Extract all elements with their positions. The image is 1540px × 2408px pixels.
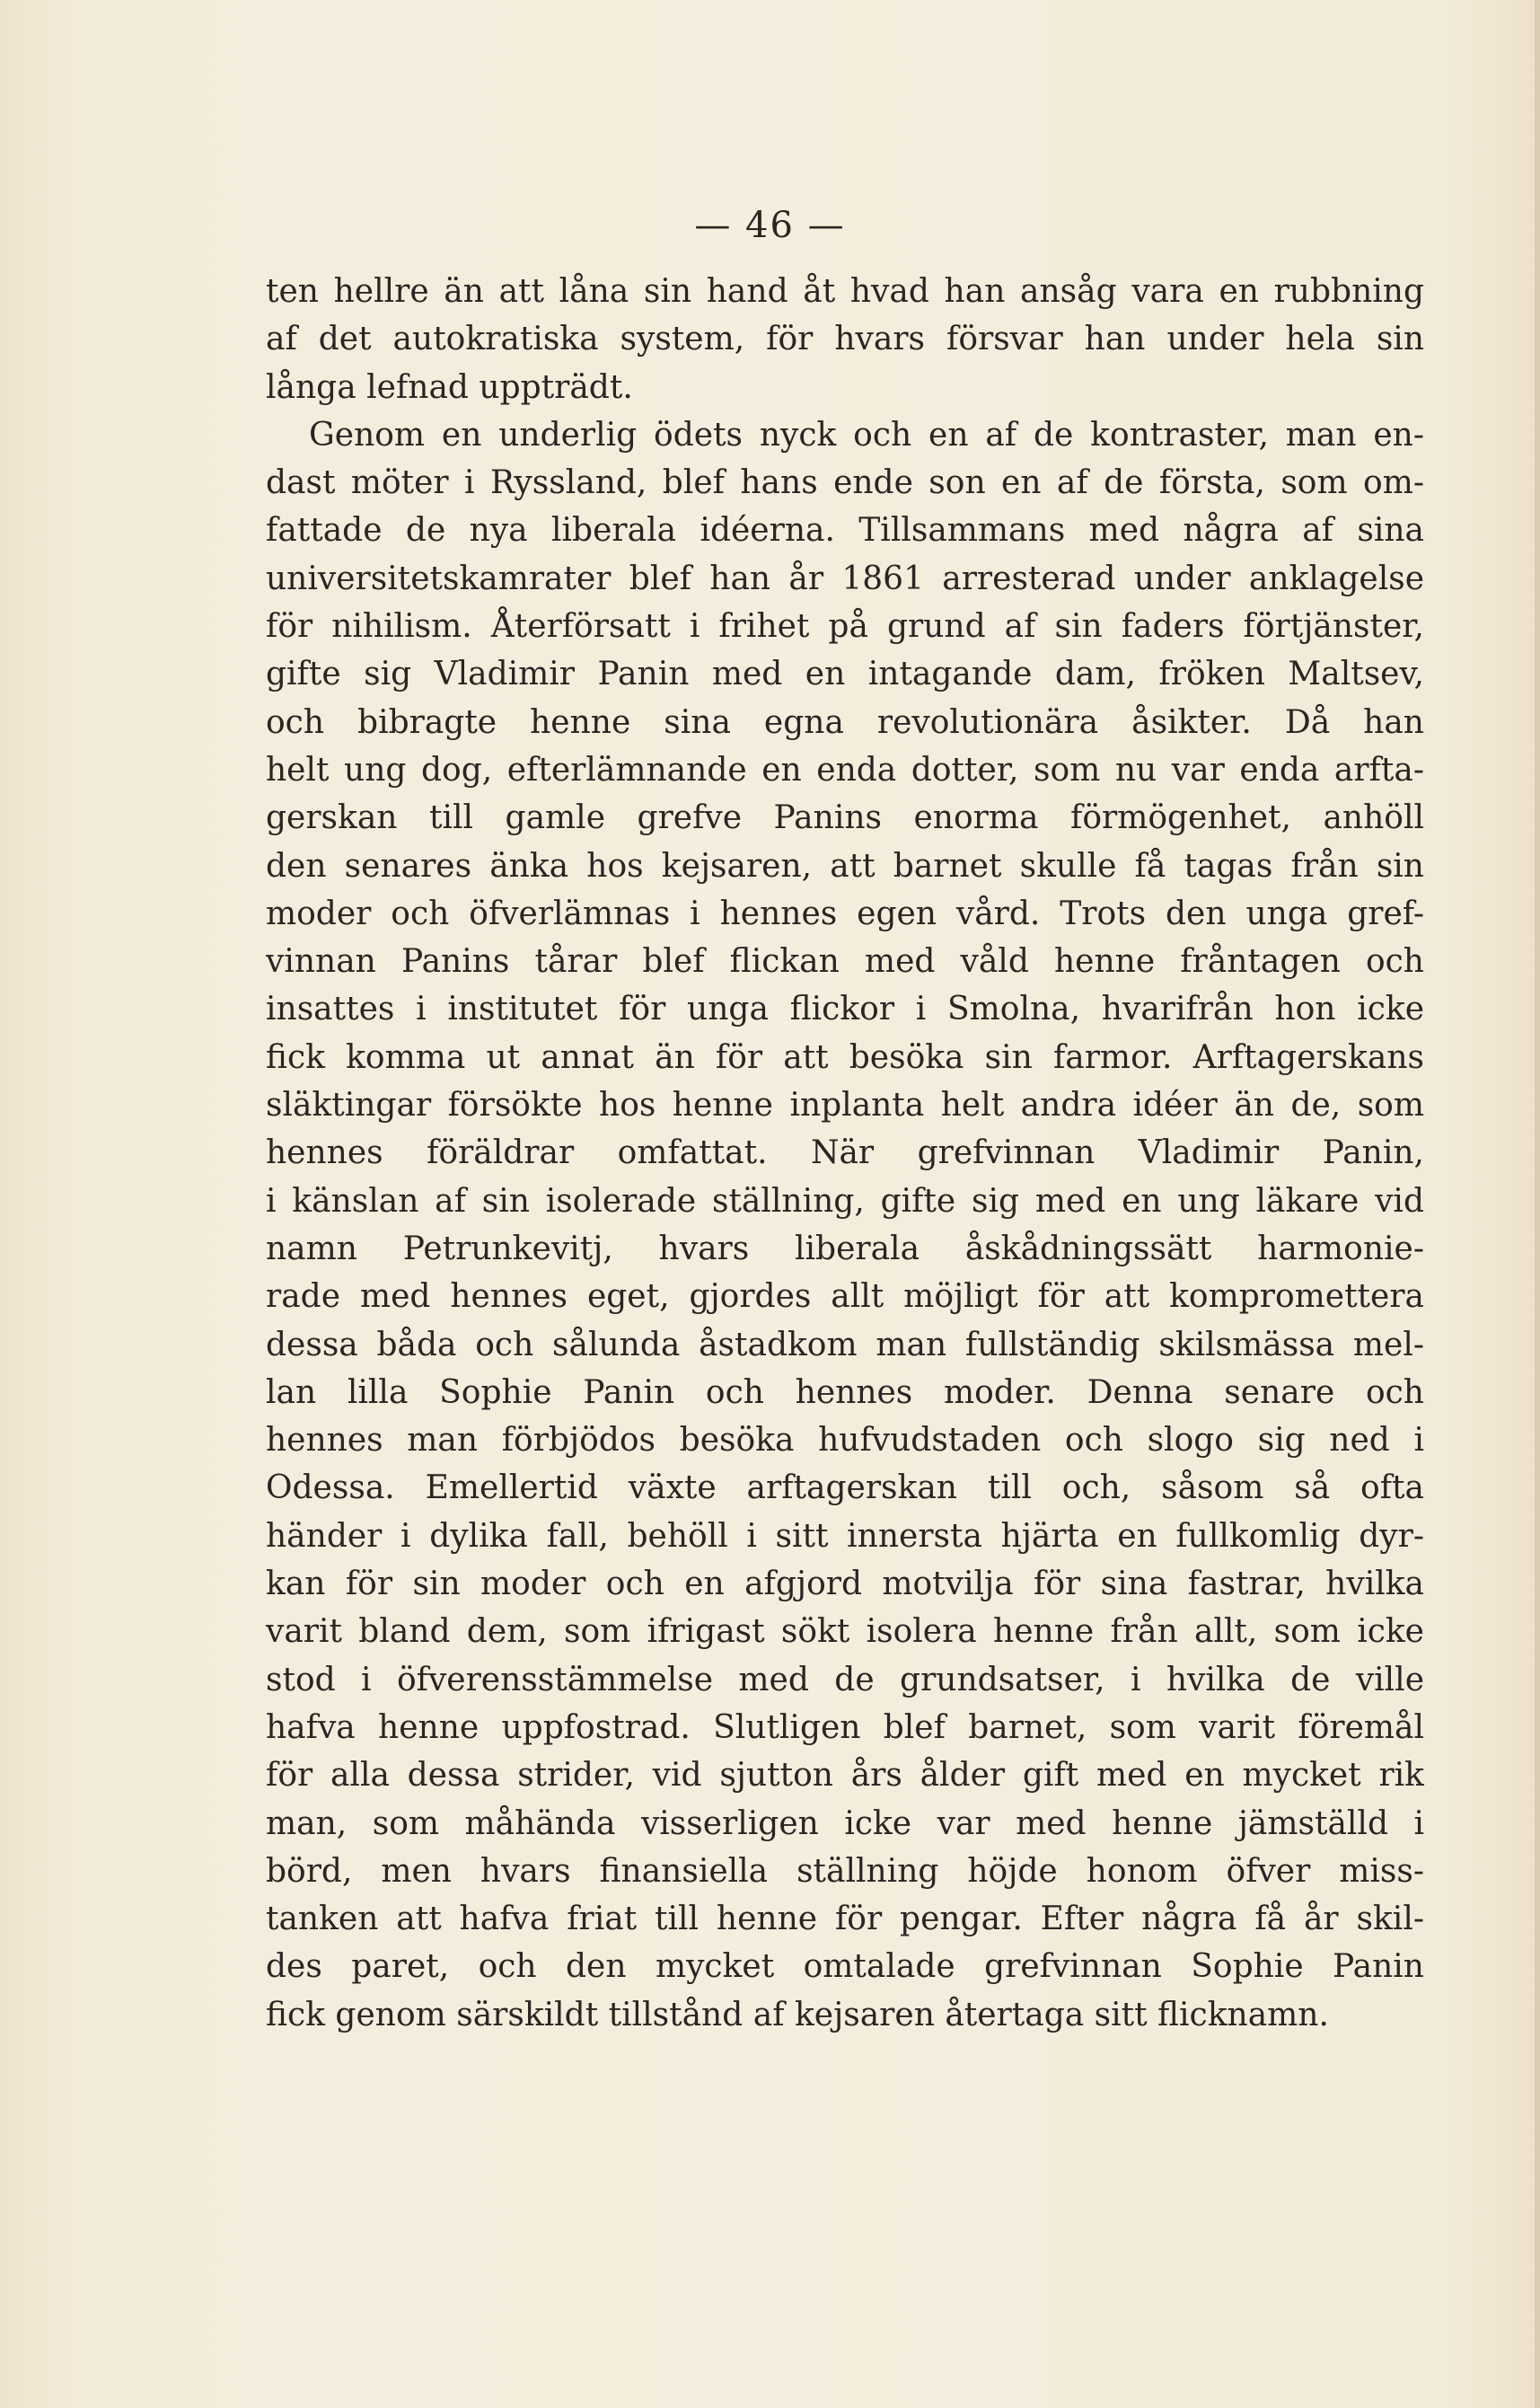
text-line: helt ung dog, efterlämnande en enda dotter, som nu var enda arfta- [266, 751, 1424, 789]
text-line: Genom en underlig ödets nyck och en af de kontraster, man en- [309, 416, 1424, 454]
text-line: och bibragte henne sina egna revolutionära åsikter. Då han [266, 703, 1424, 741]
text-line: tanken att hafva friat till henne för pengar. Efter några få år skil- [266, 1901, 1424, 1938]
text-line: den senares änka hos kejsaren, att barnet skulle få tagas från sin [266, 847, 1424, 885]
text-line: hafva henne uppfostrad. Slutligen blef barnet, som varit föremål [266, 1708, 1424, 1746]
page-edge [1535, 0, 1540, 2408]
text-line: namn Petrunkevitj, hvars liberala åskådningssätt harmonie- [266, 1230, 1424, 1267]
text-line: gifte sig Vladimir Panin med en intagande dam, fröken Maltsev, [266, 656, 1424, 693]
text-line: hennes man förbjödos besöka hufvudstaden och slogo sig ned i [266, 1422, 1424, 1460]
text-line: börd, men hvars finansiella ställning höjde honom öfver miss- [266, 1852, 1424, 1890]
text-line: fattade de nya liberala idéerna. Tillsammans med några af sina [266, 512, 1424, 550]
text-line: des paret, och den mycket omtalade grefvinnan Sophie Panin [266, 1948, 1424, 1986]
text-line: Odessa. Emellertid växte arftagerskan till och, såsom så ofta [266, 1469, 1424, 1507]
text-line: hennes föräldrar omfattat. När grefvinnan Vladimir Panin, [266, 1134, 1424, 1172]
text-line: kan för sin moder och en afgjord motvilja för sina fastrar, hvilka [266, 1566, 1424, 1603]
text-line: insattes i institutet för unga flickor i Smolna, hvarifrån hon icke [266, 991, 1424, 1028]
text-line: man, som måhända visserligen icke var med henne jämställd i [266, 1804, 1424, 1842]
text-line: släktingar försökte hos henne inplanta helt andra idéer än de, som [266, 1087, 1424, 1125]
text-line: långa lefnad uppträdt. [266, 368, 633, 406]
text-line: universitetskamrater blef han år 1861 arresterad under anklagelse [266, 560, 1424, 597]
text-line: moder och öfverlämnas i hennes egen vård. Trots den unga gref- [266, 895, 1424, 932]
text-line: stod i öfverensstämmelse med de grundsatser, i hvilka de ville [266, 1661, 1424, 1698]
text-line: fick komma ut annat än för att besöka sin farmor. Arftagerskans [266, 1038, 1424, 1076]
text-line: dast möter i Ryssland, blef hans ende son en af de första, som om- [266, 464, 1424, 502]
text-line: för nihilism. Återförsatt i frihet på grund af sin faders förtjänster, [266, 608, 1424, 646]
body-text [266, 268, 1424, 2039]
text-line: gerskan till gamle grefve Panins enorma förmögenhet, anhöll [266, 799, 1424, 837]
text-line: vinnan Panins tårar blef flickan med våld henne fråntagen och [266, 943, 1424, 981]
text-line: varit bland dem, som ifrigast sökt isolera henne från allt, som icke [266, 1613, 1424, 1651]
text-line: ten hellre än att låna sin hand åt hvad han ansåg vara en rubbning [266, 273, 1424, 310]
page-number: — 46 — [694, 205, 846, 246]
text-line: för alla dessa strider, vid sjutton års ålder gift med en mycket rik [266, 1757, 1424, 1795]
text-line: i känslan af sin isolerade ställning, gifte sig med en ung läkare vid [266, 1182, 1424, 1220]
text-line: fick genom särskildt tillstånd af kejsaren återtaga sitt flicknamn. [266, 1996, 1329, 2033]
text-line: händer i dylika fall, behöll i sitt innersta hjärta en fullkomlig dyr- [266, 1517, 1424, 1555]
text-line: rade med hennes eget, gjordes allt möjligt för att kompromettera [266, 1278, 1424, 1316]
text-line: dessa båda och sålunda åstadkom man fullständig skilsmässa mel- [266, 1326, 1424, 1363]
text-line: af det autokratiska system, för hvars försvar han under hela sin [266, 321, 1424, 358]
text-line: lan lilla Sophie Panin och hennes moder. Denna senare och [266, 1373, 1424, 1411]
